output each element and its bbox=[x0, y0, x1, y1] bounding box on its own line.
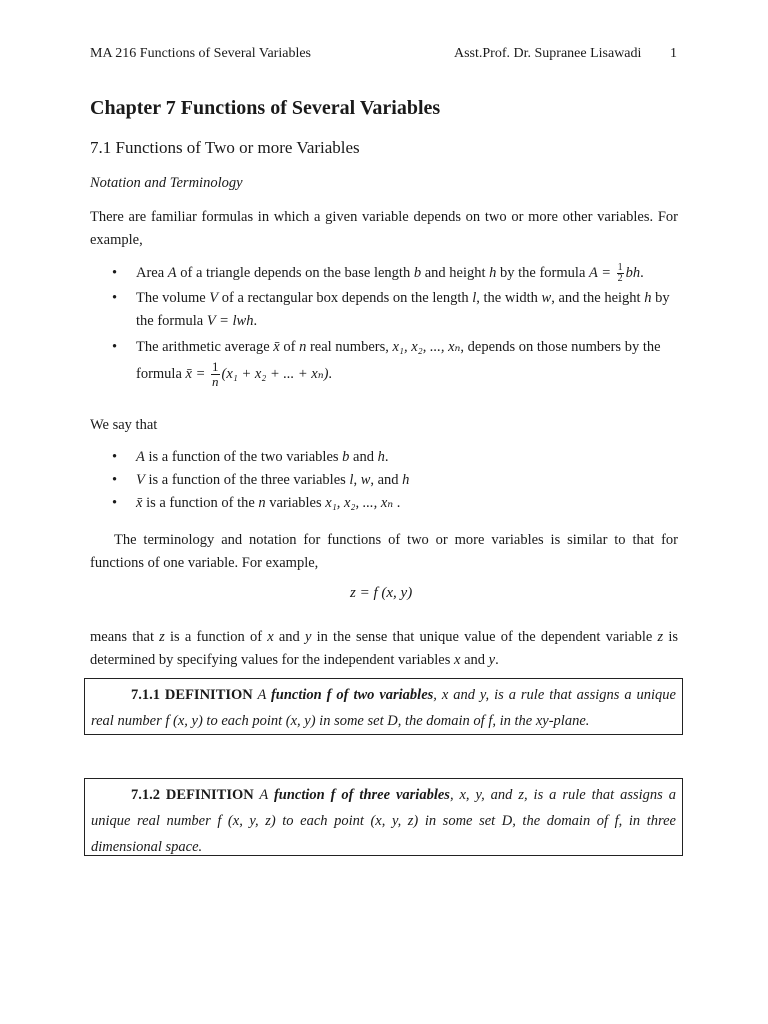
example-item-volume: • The volume V of a rectangular box depends on the length l, the width w, and the height h by the formula V = lwh. bbox=[112, 287, 678, 333]
fraction-one-over-n: $\frac{1}{n}$ bbox=[212, 359, 219, 389]
section-title: 7.1 Functions of Two or more Variables bbox=[90, 138, 360, 157]
function-formula: z = f (x, y) bbox=[350, 585, 413, 601]
intro-paragraph: There are familiar formulas in which a given variable depends on two or more other variables. For example, bbox=[90, 209, 678, 248]
area-formula: A = bbox=[589, 265, 615, 281]
definition-term: function f of two variables bbox=[270, 687, 434, 703]
statement-item-volume: • V is a function of the three variables l, w, and h bbox=[112, 469, 678, 492]
we-say-paragraph: We say that bbox=[90, 417, 158, 433]
subsection-title: Notation and Terminology bbox=[90, 175, 243, 191]
header-author: Asst.Prof. Dr. Supranee Lisawadi bbox=[454, 46, 642, 61]
statement-item-average: • x̄ is a function of the n variables x₁, x₂, ..., xₙ . bbox=[112, 492, 678, 515]
page-number: 1 bbox=[670, 46, 677, 61]
example-item-area: • Area A of a triangle depends on the base length b and height h by the formula A = $\frac{1}{2}$ bh. bbox=[112, 262, 678, 285]
function-statements-list bbox=[112, 446, 678, 515]
means-paragraph: means that z is a function of x and y in the sense that unique value of the dependent variable z is determined by specifying values for the independent variables x and y. bbox=[90, 629, 679, 668]
volume-formula: V = lwh bbox=[206, 313, 254, 329]
statement-item-area: • A is a function of the two variables b and h. bbox=[112, 446, 678, 469]
header-course-title: MA 216 Functions of Several Variables bbox=[90, 46, 311, 61]
chapter-title: Chapter 7 Functions of Several Variables bbox=[90, 97, 441, 119]
definition-label: 7.1.1 DEFINITION bbox=[131, 687, 253, 703]
average-formula: x̄ = bbox=[185, 365, 210, 382]
terminology-paragraph: The terminology and notation for functions of two or more variables is similar to that for functions of one variable. For example, bbox=[90, 532, 678, 571]
definition-box-two-variables: 7.1.1 DEFINITION A function f of two variables, x and y, is a rule that assigns a unique real number f (x, y) to each point (x, y) in some set D, the domain of f, in the xy-plane. bbox=[84, 678, 683, 735]
fraction-one-half: $\frac{1}{2}$ bbox=[617, 262, 623, 285]
examples-list bbox=[112, 262, 678, 391]
example-item-average: • The arithmetic average x̄ of n real numbers, x₁, x₂, ..., xₙ, depends on those numbers by the formula x̄ = $\frac{1}{n}$ (x₁ + x₂ + ... + xₙ). bbox=[112, 335, 678, 389]
definition-box-three-variables: 7.1.2 DEFINITION A function f of three variables, x, y, and z, is a rule that assigns a unique real number f (x, y, z) to each point (x, y, z) in some set D, the domain of f, in three dimensional space. bbox=[84, 778, 683, 856]
definition-label: 7.1.2 DEFINITION bbox=[131, 787, 254, 803]
definition-term: function f of three variables bbox=[273, 787, 450, 803]
